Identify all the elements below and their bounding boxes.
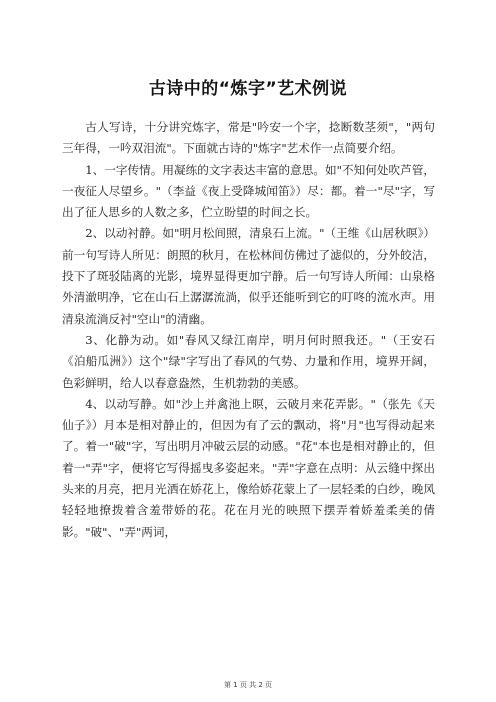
paragraph-intro: 古人写诗，十分讲究炼字，常是"吟安一个字，捻断数茎须"，"两句三年得，一吟双泪流"。下面就古诗的"炼字"艺术作一点简要介绍。 [62,120,435,156]
paragraph-point-3: 3、化静为动。如"春风又绿江南岸，明月何时照我还。"（王安石《泊船瓜洲》）这个"绿"字写出了春风的气势、力量和作用，境界开阔，色彩鲜明，给人以春意盎然，生机勃勃的美感。 [62,332,435,390]
document-title: 古诗中的“炼字”艺术例说 [148,79,348,99]
paragraph-point-1: 1、一字传情。用凝练的文字表达丰富的意思。如"不知何处吹芦管，一夜征人尽望乡。"（李益《夜上受降城闻笛》）尽：都。着一"尽"字，写出了征人思乡的人数之多，伫立盼望的时间之长。 [62,162,435,220]
paragraph-point-4: 4、以动写静。如"沙上并禽池上暝，云破月来花弄影。"（张先《天仙子》）月本是相对静止的，但因为有了云的飘动，将"月"也写得动起来了。着一"破"字，写出明月冲破云层的动感。"花"本也是相对静止的，但着一"弄"字，便将它写得摇曳多姿起来。"弄"字意在点明：从云缝中探出头来的月亮，把月光洒在娇花上，像给娇花蒙上了一层轻柔的白纱，晚风轻轻地撩拨着含羞带娇的花。花在月光的映照下摆弄着娇羞柔美的倩影。"破"、"弄"两词， [62,396,435,539]
paragraph-point-2: 2、以动衬静。如"明月松间照，清泉石上流。"（王维《山居秋暝》）前一句写诗人所见：朗照的秋月，在松林间仿佛过了滤似的，分外皎洁，投下了斑驳陆离的光影，境界显得更加宁静。后一句写诗人所闻：山泉格外清澈明净，它在山石上潺潺流淌，似乎还能听到它的叮咚的流水声。用清泉流淌反衬"空山"的清幽。 [62,226,435,326]
document-body [62,117,435,543]
page-number-footer: 第 1 页 共 2 页 [223,681,273,689]
